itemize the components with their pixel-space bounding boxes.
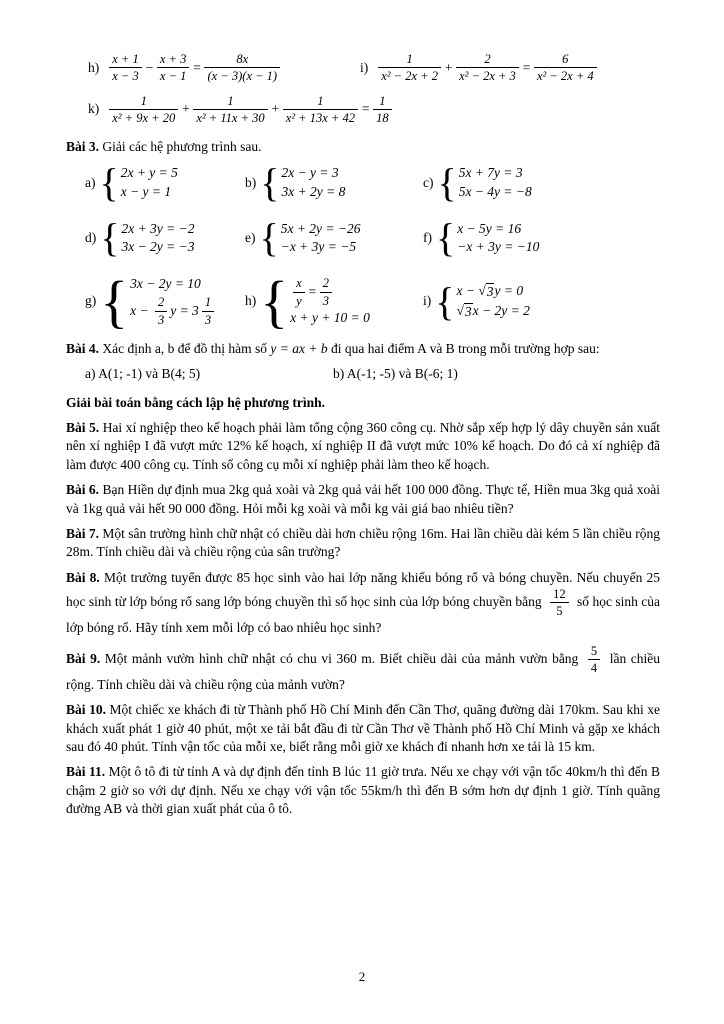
denominator: x² + 13x + 42: [285, 111, 355, 126]
denominator: (x − 3)(x − 1): [207, 69, 278, 84]
system-lines: [281, 164, 345, 202]
denominator: x² − 2x + 3: [459, 69, 516, 84]
equation-line: [281, 221, 361, 238]
numerator: 1: [283, 94, 358, 110]
radicand: 3: [486, 283, 494, 299]
numerator: 1: [193, 94, 267, 110]
equation-row-h-i: [88, 52, 660, 84]
brace-icon: {: [260, 269, 289, 335]
exercise-number: Bài 6.: [66, 482, 100, 498]
numerator: x: [293, 276, 305, 292]
exercise-text: Một ô tô đi từ tỉnh A và dự định đến tỉnh B lúc 11 giờ trưa. Nếu xe chạy với vận tốc 40km/h thì đến B chậm 2 giờ so với dự định. Nếu xe chạy với vận tốc 55km/h thì đến B sớm hơn dự định 1 giờ. Tính quãng đường AB và thời gian xuất phát của ô tô.: [66, 764, 661, 816]
brace-icon: {: [100, 215, 120, 261]
fraction: [109, 52, 141, 84]
exercise-number: Bài 9.: [66, 651, 101, 667]
exercise-5: [66, 419, 660, 474]
system-label: g): [85, 293, 97, 309]
exercise-text: Giải các hệ phương trình sau.: [102, 138, 262, 154]
equation-line: [457, 239, 539, 256]
math-text: x − 5y = 16: [457, 220, 522, 236]
exercise-7: [66, 525, 660, 562]
numerator: 2: [155, 295, 167, 311]
system-lines: [121, 164, 178, 202]
system-d: [85, 215, 245, 261]
denominator: 3: [322, 293, 330, 308]
equation-line: [457, 221, 539, 238]
equation-line: [281, 165, 345, 182]
brace-icon: {: [435, 278, 455, 324]
system-i: [423, 278, 660, 324]
exercise-6: [66, 481, 660, 518]
equation-k: [88, 94, 660, 126]
brace-icon: {: [259, 215, 279, 261]
system-of-equations: [260, 269, 370, 335]
math-text: 5x + 2y = −26: [280, 220, 361, 236]
system-lines: [290, 275, 370, 328]
denominator: y: [296, 293, 302, 308]
exercise-8: [66, 569, 660, 637]
fraction: [320, 276, 332, 308]
system-label: d): [85, 230, 97, 246]
numerator: 8x: [204, 52, 280, 68]
denominator: x² − 2x + 2: [381, 69, 438, 84]
equation-label: k): [88, 101, 100, 117]
equation-line: [130, 295, 217, 327]
math-text: 5x + 7y = 3: [458, 164, 523, 180]
fraction: [157, 52, 189, 84]
fraction: [283, 94, 358, 126]
equation: [375, 52, 599, 84]
numerator: x + 1: [109, 52, 141, 68]
system-lines: [459, 164, 532, 202]
fraction: [550, 587, 569, 619]
system-g: [85, 269, 245, 335]
page-number: 2: [358, 969, 366, 985]
equation-line: [290, 310, 370, 327]
math-text: 2x + 3y = −2: [121, 220, 195, 236]
exercise-11: [66, 763, 660, 818]
brace-icon: {: [100, 269, 129, 335]
math-text: y = 3: [170, 302, 199, 318]
equation-line: [121, 221, 194, 238]
system-label: f): [423, 230, 432, 246]
exercise-4: [66, 340, 660, 358]
exercise-text: Xác định a, b để đồ thị hàm số: [102, 340, 267, 356]
system-e: [245, 215, 423, 261]
math-text: =: [521, 59, 531, 75]
fraction: [155, 295, 167, 327]
brace-icon: {: [99, 159, 119, 205]
math-text: 5x − 4y = −8: [458, 183, 532, 199]
equation-i: [360, 52, 600, 84]
math-text: x − y = 1: [120, 183, 172, 199]
inline-fraction: [585, 644, 603, 676]
system-b: [245, 159, 423, 205]
radical-icon: √: [456, 302, 464, 318]
equation-line: [121, 165, 178, 182]
math-text: x −: [456, 283, 479, 299]
formula: y = ax + b: [270, 340, 328, 356]
math-text: 3x − 2y = 10: [130, 276, 201, 292]
system-label: e): [245, 230, 256, 246]
system-lines: [456, 282, 529, 322]
denominator: x − 1: [159, 69, 187, 84]
numerator: 12: [550, 587, 569, 603]
exercise-text: Bạn Hiền dự định mua 2kg quả xoài và 2kg quả vải hết 100 000 đồng. Thực tế, Hiền mua 3kg quả xoài và 1kg quả vải hết 90 000 đồng. Hỏi mỗi kg xoài và mỗi kg vải giá bao nhiêu tiền?: [66, 482, 660, 516]
equation-line: [121, 239, 194, 256]
denominator: 18: [376, 111, 389, 126]
fraction: [204, 52, 280, 84]
system-label: a): [85, 174, 96, 190]
subitem-a: a) A(1; -1) và B(4; 5): [85, 366, 201, 382]
math-text: 3x − 2y = −3: [121, 239, 195, 255]
exercise-text: Một sân trường hình chữ nhật có chiều dài hơn chiều rộng 16m. Hai lần chiều dài kém 5 lần chiều rộng 28m. Tính chiều dài và chiều rộng của sân trường?: [66, 525, 660, 560]
sqrt-radical: [456, 303, 472, 321]
exercise-text: Một trường tuyển được 85 học sinh vào hai lớp năng khiếu bóng rổ và bóng chuyền. Nếu chuyển 25 học sinh từ lớp bóng rổ sang lớp bóng chuyền thì số học sinh của lớp bóng chuyền bằng: [66, 569, 660, 609]
system-of-equations: [100, 215, 195, 261]
system-label: h): [245, 293, 257, 309]
exercise-text: Một mảnh vườn hình chữ nhật có chu vi 360 m. Biết chiều dài của mảnh vườn bằng: [104, 651, 579, 667]
system-lines: [457, 220, 539, 258]
system-label: i): [423, 293, 432, 309]
system-label: c): [423, 174, 434, 190]
numerator: 2: [456, 52, 519, 68]
math-text: x − 2y = 2: [472, 303, 530, 319]
subitem-b: b) A(-1; -5) và B(-6; 1): [333, 366, 458, 382]
math-text: 2x + y = 5: [120, 164, 178, 180]
math-text: y = 0: [494, 283, 524, 299]
equation-line: [281, 184, 345, 201]
radicand: 3: [464, 303, 472, 319]
equation-label: h): [88, 59, 100, 75]
exercise-number: Bài 10.: [66, 702, 106, 718]
math-text: +: [443, 59, 454, 75]
fraction: [534, 52, 597, 84]
exercise-10: [66, 701, 660, 756]
exercise-text: Hai xí nghiệp theo kế hoạch phải làm tổng cộng 360 công cụ. Nhờ sắp xếp hợp lý dây chuyền sản xuất nên xí nghiệp I đã vượt mức 12% kế hoạch, xí nghiệp II đã vượt mức 10% kế hoạch. Do đó cả xí nghiệp đã làm được 400 công cụ. Tính số công cụ mỗi xí nghiệp phải làm theo kế hoạch.: [66, 420, 660, 472]
exercise-4-subitems: [85, 365, 660, 383]
system-of-equations: [435, 278, 530, 324]
equation: [106, 94, 394, 126]
fraction: [109, 94, 178, 126]
equation-line: [456, 303, 529, 321]
math-text: +: [270, 101, 280, 117]
system-of-equations: [436, 215, 540, 261]
denominator: x² − 2x + 4: [536, 69, 594, 84]
equation-line: [290, 276, 370, 308]
radical-icon: √: [478, 282, 486, 298]
numerator: 6: [534, 52, 597, 68]
equation-line: [459, 184, 532, 201]
brace-icon: {: [260, 159, 280, 205]
exercise-3-title: [66, 138, 660, 156]
math-text: 2x − y = 3: [281, 164, 339, 180]
system-of-equations: [100, 269, 217, 335]
system-h: [245, 269, 423, 335]
fraction: [202, 295, 214, 327]
math-text: −x + 3y = −5: [280, 239, 357, 255]
fraction: [373, 94, 392, 126]
denominator: x − 3: [112, 69, 139, 84]
fraction: [193, 94, 267, 126]
system-of-equations: [437, 159, 532, 205]
exercise-number: Bài 5.: [66, 420, 100, 436]
numerator: 5: [588, 644, 600, 660]
equation-line: [456, 283, 529, 301]
system-f: [423, 215, 660, 261]
equation-line: [130, 276, 217, 293]
section-heading: Giải bài toán bằng cách lập hệ phương trình.: [66, 394, 326, 410]
exercise-number: Bài 8.: [66, 569, 100, 585]
denominator: x² + 9x + 20: [112, 111, 176, 126]
math-text: x −: [130, 302, 152, 318]
equation-line: [459, 165, 532, 182]
math-text: =: [360, 101, 371, 117]
math-text: +: [181, 101, 191, 117]
system-of-equations: [260, 159, 346, 205]
equation-line: [121, 184, 178, 201]
equation-label: i): [360, 59, 369, 75]
numerator: 2: [320, 276, 332, 292]
denominator: 4: [590, 661, 598, 676]
math-text: =: [192, 59, 202, 75]
numerator: 1: [202, 295, 214, 311]
numerator: 1: [373, 94, 392, 110]
math-text: −x + 3y = −10: [457, 239, 540, 255]
system-lines: [130, 275, 217, 328]
fraction: [293, 276, 305, 308]
system-lines: [121, 220, 194, 258]
exercise-number: Bài 4.: [66, 340, 100, 356]
system-label: b): [245, 174, 257, 190]
fraction: [588, 644, 600, 676]
fraction: [456, 52, 519, 84]
brace-icon: {: [436, 215, 456, 261]
brace-icon: {: [437, 159, 457, 205]
inline-fraction: [547, 587, 572, 619]
systems-grid: [85, 159, 660, 335]
denominator: 5: [556, 604, 563, 619]
exercise-text: Một chiếc xe khách đi từ Thành phố Hồ Chí Minh đến Cần Thơ, quãng đường dài 170km. Sau khi xe khách xuất phát 1 giờ 40 phút, một xe tải bắt đầu đi từ Cần Thơ về Thành phố Hồ Chí Minh và gặp xe khách sau đó 40 phút. Tính vận tốc của mỗi xe, biết rằng mỗi giờ xe khách đi nhanh hơn xe tải là 15 km.: [66, 702, 661, 754]
math-text: 3x + 2y = 8: [281, 183, 346, 199]
system-c: [423, 159, 660, 205]
system-of-equations: [259, 215, 361, 261]
numerator: x + 3: [157, 52, 189, 68]
math-text: −: [144, 59, 154, 75]
numerator: 1: [378, 52, 441, 68]
denominator: x² + 11x + 30: [196, 111, 265, 126]
equation-h: [88, 52, 360, 84]
equation-line: [281, 239, 361, 256]
math-text: x + y + 10 = 0: [290, 310, 370, 326]
exercise-9: [66, 644, 660, 694]
exercise-number: Bài 3.: [66, 138, 100, 154]
system-a: [85, 159, 245, 205]
fraction: [378, 52, 441, 84]
system-lines: [281, 220, 361, 258]
exercise-text: số học sinh của lớp bóng rổ. Hãy tính xem mỗi lớp có bao nhiêu học sinh?: [66, 593, 661, 635]
numerator: 1: [109, 94, 178, 110]
equation: [106, 52, 283, 84]
exercise-number: Bài 7.: [66, 525, 100, 541]
exercise-text: lần chiều rộng. Tính chiều dài và chiều rộng của mảnh vườn?: [66, 651, 661, 692]
exercise-text: đi qua hai điểm A và B trong mỗi trường hợp sau:: [330, 340, 600, 356]
denominator: 3: [204, 312, 212, 327]
denominator: 3: [157, 312, 165, 327]
math-text: =: [307, 283, 317, 299]
sqrt-radical: [478, 283, 494, 301]
exercise-number: Bài 11.: [66, 764, 106, 780]
system-of-equations: [99, 159, 178, 205]
